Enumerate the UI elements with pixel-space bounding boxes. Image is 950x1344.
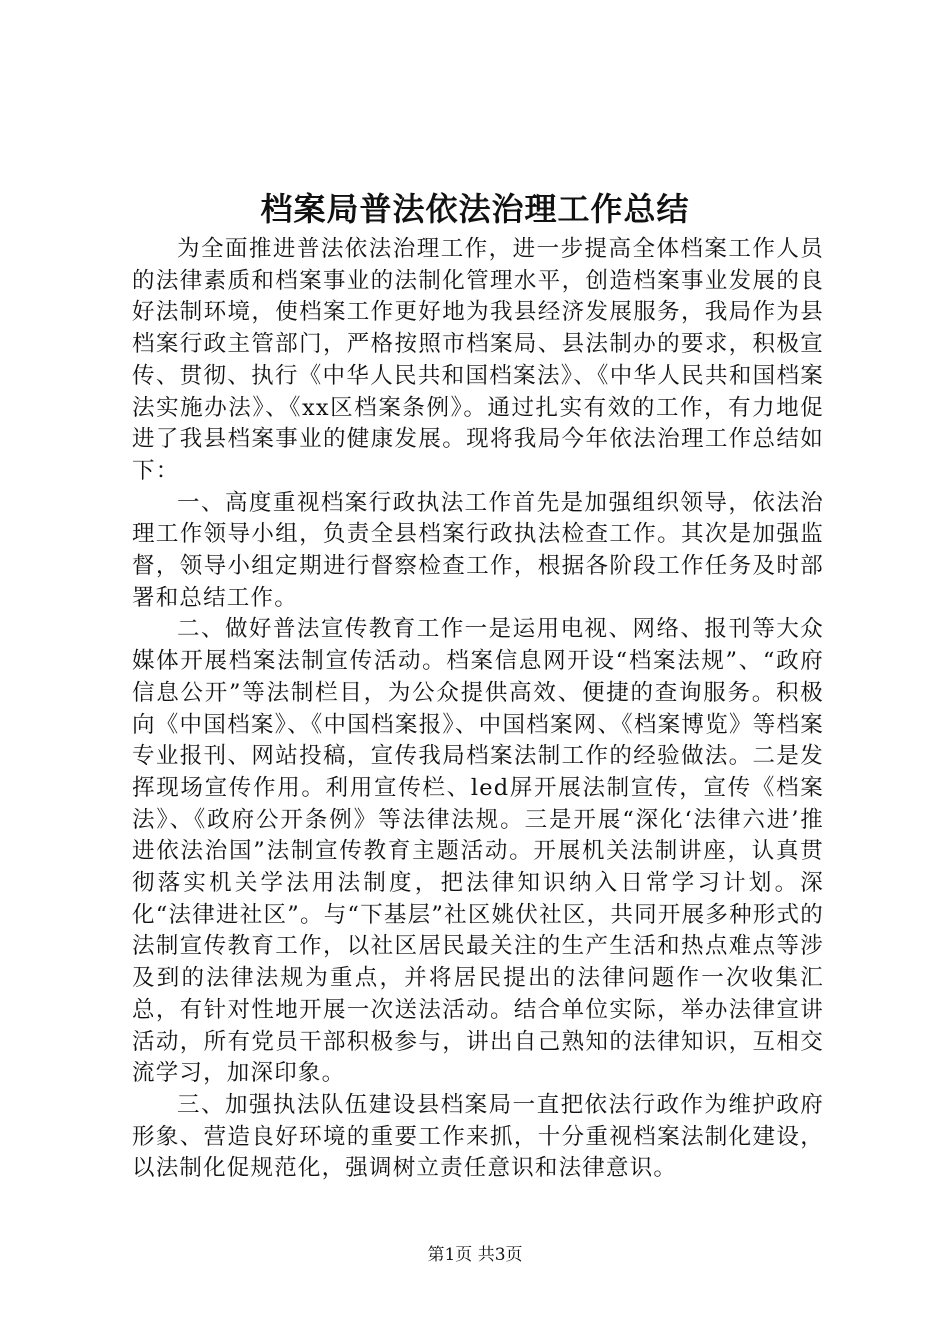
paragraph-intro: 为全面推进普法依法治理工作，进一步提高全体档案工作人员的法律素质和档案事业的法制化管理水平，创造档案事业发展的良好法制环境，使档案工作更好地为我县经济发展服务，我局作为县档案行政主管部门，严格按照市档案局、县法制办的要求，积极宣传、贯彻、执行《中华人民共和国档案法》、《中华人民共和国档案法实施办法》、《xx区档案条例》。通过扎实有效的工作，有力地促进了我县档案事业的健康发展。现将我局今年依法治理工作总结如下： (132, 236, 824, 484)
document-title: 档案局普法依法治理工作总结 (260, 190, 690, 228)
paragraph-section-3: 三、加强执法队伍建设县档案局一直把依法行政作为维护政府形象、营造良好环境的重要工作来抓，十分重视档案法制化建设，以法制化促规范化，强调树立责任意识和法律意识。 (132, 1091, 824, 1182)
page-number-footer: 第1页 共3页 (427, 1245, 523, 1265)
paragraph-section-1: 一、高度重视档案行政执法工作首先是加强组织领导，依法治理工作领导小组，负责全县档案行政执法检查工作。其次是加强监督，领导小组定期进行督察检查工作，根据各阶段工作任务及时部署和总结工作。 (132, 489, 824, 611)
paragraph-section-2: 二、做好普法宣传教育工作一是运用电视、网络、报刊等大众媒体开展档案法制宣传活动。档案信息网开设“档案法规”、“政府信息公开”等法制栏目，为公众提供高效、便捷的查询服务。积极向《中国档案》、《中国档案报》、中国档案网、《档案博览》等档案专业报刊、网站投稿，宣传我局档案法制工作的经验做法。二是发挥现场宣传作用。利用宣传栏、led屏开展法制宣传，宣传《档案法》、《政府公开条例》等法律法规。三是开展“深化‘法律六进’推进依法治国”法制宣传教育主题活动。开展机关法制讲座，认真贯彻落实机关学法用法制度，把法律知识纳入日常学习计划。深化“法律进社区”。与“下基层”社区姚伏社区，共同开展多种形式的法制宣传教育工作，以社区居民最关注的生产生活和热点难点等涉及到的法律法规为重点，并将居民提出的法律问题作一次收集汇总，有针对性地开展一次送法活动。结合单位实际，举办法律宣讲活动，所有党员干部积极参与，讲出自己熟知的法律知识，互相交流学习，加深印象。 (132, 616, 824, 1087)
document-body (132, 234, 824, 1185)
